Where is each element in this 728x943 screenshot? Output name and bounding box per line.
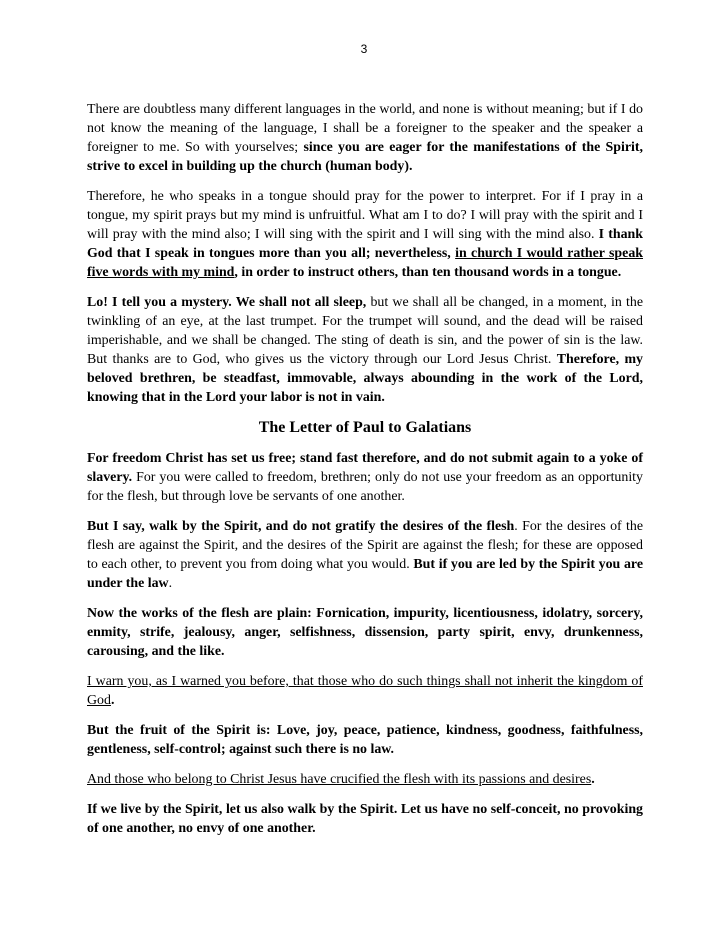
bold-text-span: Lo! I tell you a mystery. We shall not all sleep, [87, 295, 367, 310]
underlined-text-span: And those who belong to Christ Jesus have crucified the flesh with its passions and desires [87, 772, 592, 787]
bold-text-span: If we live by the Spirit, let us also walk by the Spirit. Let us have no self-conceit, no provoking of one another, no envy of one another. [87, 802, 643, 836]
text-span: There are doubtless many different languages in the world, and none is without meaning; but if I do not know the meaning of the language, I shall be a foreigner to the speaker and the speaker a foreigner to me. So with yourselves; [87, 102, 643, 155]
document-body [87, 100, 643, 849]
underlined-text-span: I warn you, as I warned you before, that those who do such things shall not inherit the kingdom of God [87, 674, 643, 708]
text-span: Therefore, he who speaks in a tongue should pray for the power to interpret. For if I pray in a tongue, my spirit prays but my mind is unfruitful. What am I to do? I will pray with the spirit and I will pray with the mind also; I will sing with the spirit and I will sing with the mind also. [87, 189, 643, 242]
text-span: For you were called to freedom, brethren; only do not use your freedom as an opportunity for the flesh, but through love be servants of one another. [87, 470, 643, 504]
paragraph-works-of-flesh [87, 604, 643, 661]
bold-text-span: I thank God that I speak in tongues more than you all; nevertheless, [87, 227, 643, 261]
paragraph-fruit-of-spirit [87, 721, 643, 759]
bold-text-span: , in order to instruct others, than ten thousand words in a tongue. [234, 265, 622, 280]
bold-text-span: Therefore, my beloved brethren, be steadfast, immovable, always abounding in the work of the Lord, knowing that in the Lord your labor is not in vain. [87, 352, 643, 405]
bold-text-span: . [591, 772, 595, 787]
bold-text-span: But the fruit of the Spirit is: Love, joy, peace, patience, kindness, goodness, faithfulness, gentleness, self-control; against such there is no law. [87, 723, 643, 757]
bold-text-span: But if you are led by the Spirit you are under the law [87, 557, 643, 591]
bold-text-span: For freedom Christ has set us free; stand fast therefore, and do not submit again to a yoke of slavery. [87, 451, 643, 485]
bold-underlined-text-span: in church I would rather speak five words with my mind [87, 246, 643, 280]
paragraph-tongues [87, 187, 643, 282]
paragraph-walk-by-spirit [87, 517, 643, 593]
paragraph-mystery [87, 293, 643, 407]
section-heading: The Letter of Paul to Galatians [258, 419, 472, 436]
bold-text-span: But I say, walk by the Spirit, and do not gratify the desires of the flesh [87, 519, 515, 534]
text-span: . [168, 576, 173, 591]
paragraph-crucified-flesh [87, 770, 643, 789]
text-span: . For the desires of the flesh are against the Spirit, and the desires of the Spirit are against the flesh; for these are opposed to each other, to prevent you from doing what you would. [87, 519, 644, 572]
bold-text-span: since you are eager for the manifestations of the Spirit, strive to excel in building up the church (human body). [87, 140, 643, 174]
page-number: 3 [360, 42, 368, 56]
bold-text-span: Now the works of the flesh are plain: Fornication, impurity, licentiousness, idolatry, sorcery, enmity, strife, jealousy, anger, selfishness, dissension, party spirit, envy, drunkenness, carousing, and the like. [87, 606, 643, 659]
bold-text-span: . [110, 693, 115, 708]
paragraph-languages [87, 100, 643, 176]
text-span: but we shall all be changed, in a moment, in the twinkling of an eye, at the last trumpet. For the trumpet will sound, and the dead will be raised imperishable, and we shall be changed. The sting of death is sin, and the power of sin is the law. But thanks are to God, who gives us the victory through our Lord Jesus Christ. [87, 295, 644, 367]
paragraph-live-by-spirit [87, 800, 643, 838]
paragraph-freedom [87, 449, 643, 506]
paragraph-warning [87, 672, 643, 710]
